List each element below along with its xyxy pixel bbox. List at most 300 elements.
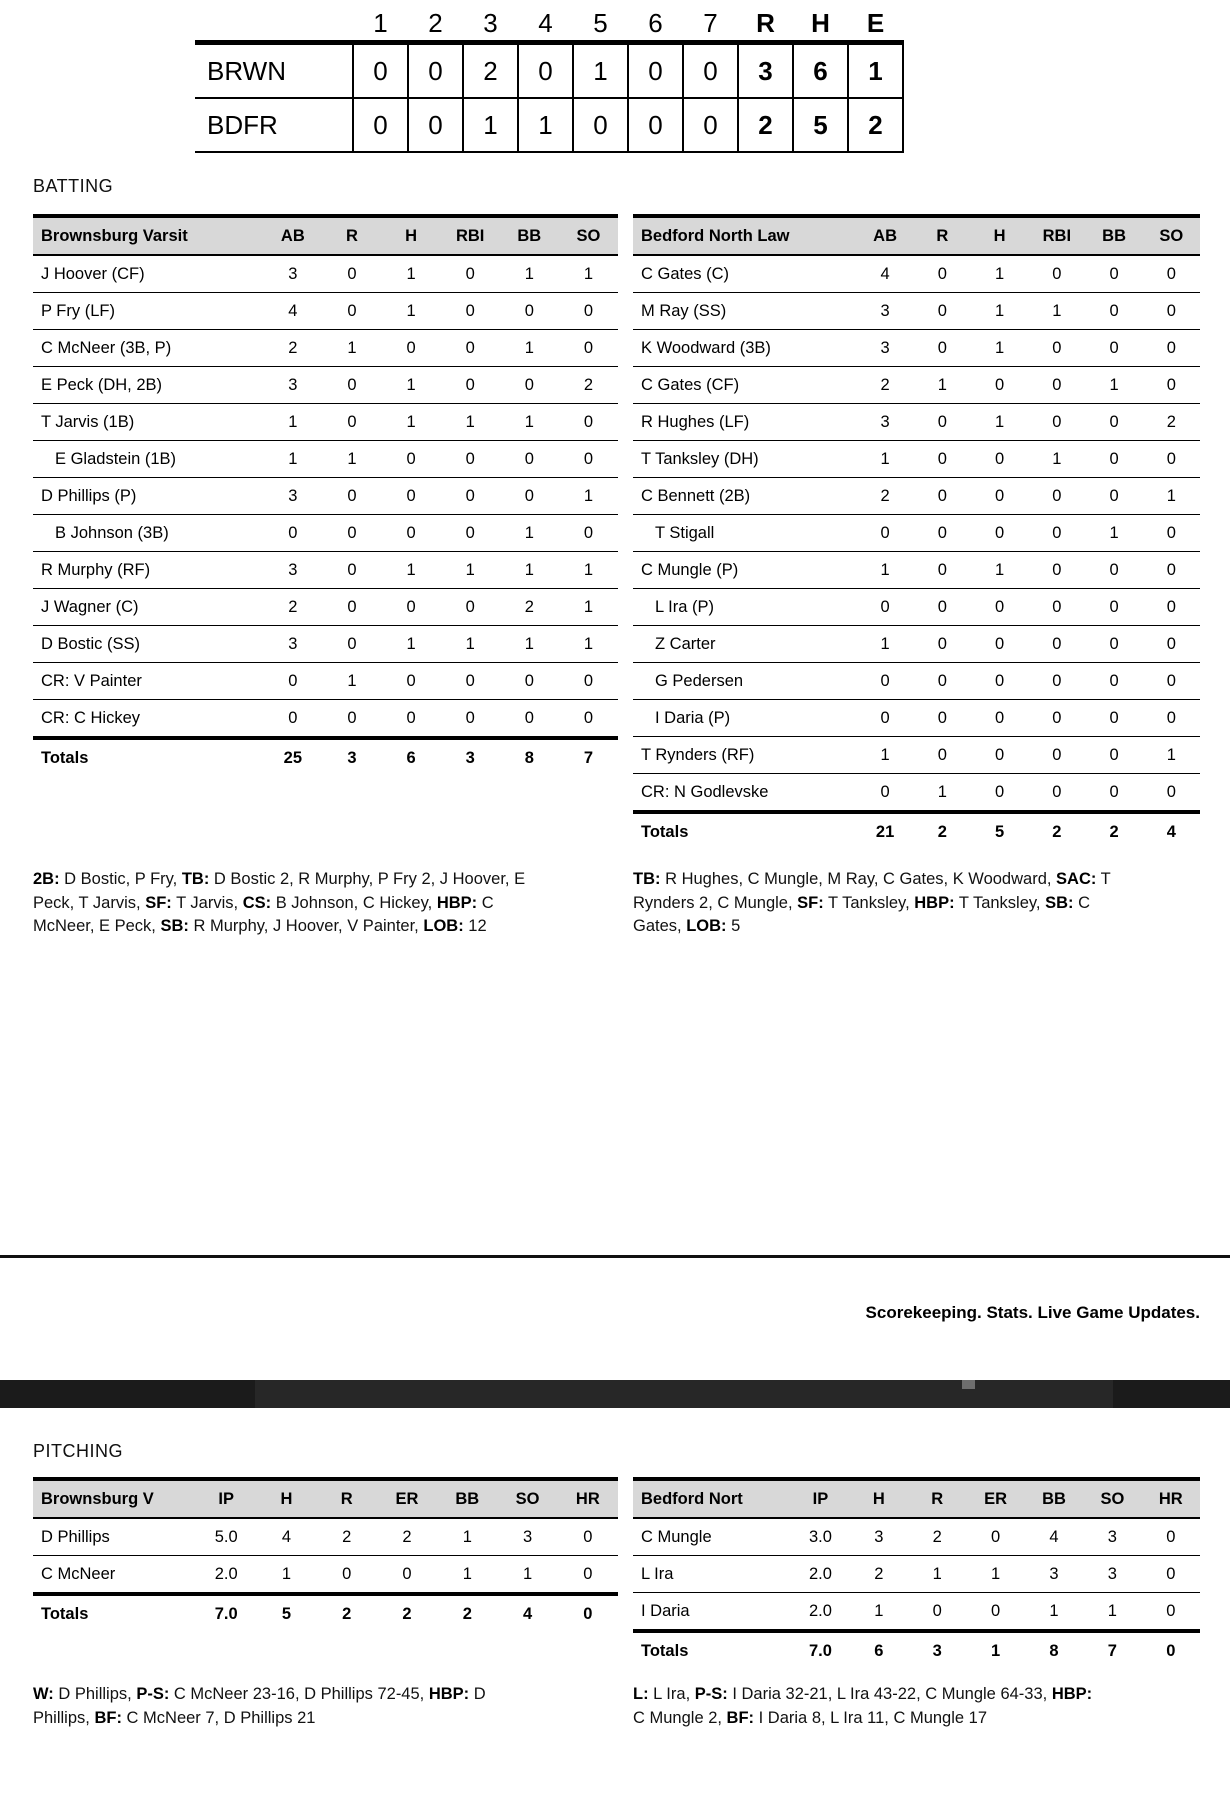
player-row [33,626,618,663]
player-row [33,255,618,293]
player-row [33,404,618,441]
player-row [633,774,1200,813]
stat-value: 0 [1028,700,1085,737]
player-row [33,589,618,626]
player-row [33,441,618,478]
stat-value: 2 [908,1518,966,1556]
stat-value: 0 [1028,367,1085,404]
rhe-value: 2 [738,98,793,152]
stat-value: 1 [971,552,1028,589]
player-row [633,626,1200,663]
totals-row [33,738,618,776]
player-row [633,478,1200,515]
stat-value: 1 [1085,367,1142,404]
stat-value: 0 [1143,515,1200,552]
player-name: Z Carter [633,626,856,663]
stat-value: 0 [914,663,971,700]
player-row [33,663,618,700]
inning-value: 1 [463,98,518,152]
stat-value: 2.0 [791,1593,849,1632]
player-name: E Peck (DH, 2B) [33,367,263,404]
player-name: CR: C Hickey [33,700,263,739]
batting-title: BATTING [33,176,114,196]
stat-value: 0 [441,293,500,330]
stat-value: 0 [856,700,913,737]
stat-value: 0 [500,478,559,515]
stat-value: 1 [322,441,381,478]
team-name-header: Brownsburg V [33,1479,196,1518]
stat-value: 2 [317,1518,377,1556]
stat-value: 1 [256,1556,316,1595]
stat-value: 0 [1143,441,1200,478]
stat-col-H: H [850,1479,908,1518]
player-row [33,552,618,589]
inning-value: 0 [573,98,628,152]
stat-value: 0 [914,404,971,441]
linescore-table [195,6,904,153]
stat-col-RBI: RBI [1028,216,1085,255]
stat-value: 0 [441,515,500,552]
note-text: I Daria 32-21, L Ira 43-22, C Mungle 64-33, [727,1685,1052,1703]
note-label: HBP: [1051,1685,1093,1703]
stat-value: 1 [437,1518,497,1556]
stat-table-header [633,1479,1200,1518]
note-label: 2B: [33,870,60,888]
totals-value: 7.0 [791,1631,849,1669]
stat-value: 1 [500,552,559,589]
stat-value: 0 [914,737,971,774]
totals-row [633,812,1200,850]
stat-value: 0 [500,293,559,330]
linescore-header-row [195,6,903,43]
totals-value: 3 [908,1631,966,1669]
linescore-col-1: 1 [373,7,388,38]
banner-segment-right [1113,1380,1230,1408]
totals-value: 8 [500,738,559,776]
batting-grid [33,214,1200,939]
note-text: T Rynders 2, C Mungle, [633,870,1111,912]
stat-value: 2 [377,1518,437,1556]
pitching-table-home [33,1477,618,1632]
stat-col-R: R [908,1479,966,1518]
player-row [633,737,1200,774]
totals-value: 3 [441,738,500,776]
linescore-col-R: R [756,7,775,38]
player-row [633,255,1200,293]
stat-value: 3 [497,1518,557,1556]
note-label: TB: [633,870,661,888]
stat-value: 1 [1143,737,1200,774]
totals-value: 6 [382,738,441,776]
stat-value: 1 [856,626,913,663]
banner-segment-left [0,1380,255,1408]
player-name: T Rynders (RF) [633,737,856,774]
player-row [633,293,1200,330]
stat-value: 0 [441,589,500,626]
stat-value: 0 [914,255,971,293]
totals-value: 8 [1025,1631,1083,1669]
team-name-header: Brownsburg Varsit [33,216,263,255]
player-row [633,330,1200,367]
stat-value: 1 [382,552,441,589]
stat-value: 0 [1085,589,1142,626]
player-name: I Daria (P) [633,700,856,737]
stat-value: 1 [1028,441,1085,478]
note-label: BF: [726,1708,755,1727]
linescore-team-row [195,98,903,152]
stat-value: 0 [1085,700,1142,737]
stat-table-header [633,216,1200,255]
player-name: C McNeer [33,1556,196,1595]
totals-value: 7.0 [196,1594,256,1632]
totals-value: 2 [377,1594,437,1632]
note-label: SB: [160,917,189,935]
stat-value: 0 [1143,774,1200,813]
stat-value: 1 [500,404,559,441]
stat-value: 0 [1085,626,1142,663]
note-text: 5 [726,917,741,935]
stat-col-BB: BB [1085,216,1142,255]
team-name-header: Bedford North Law [633,216,856,255]
note-text: T Tanksley, [954,893,1046,912]
inning-value: 0 [628,43,683,99]
totals-value: 7 [1083,1631,1141,1669]
stat-value: 0 [914,552,971,589]
batting-notes-away [633,868,1138,939]
stat-header-row [33,216,618,255]
stat-value: 1 [263,441,322,478]
stat-value: 0 [971,367,1028,404]
player-name: C Mungle (P) [633,552,856,589]
stat-value: 2 [559,367,618,404]
stat-value: 4 [256,1518,316,1556]
stat-value: 0 [1143,663,1200,700]
stat-value: 2.0 [196,1556,256,1595]
totals-value: 4 [1143,812,1200,850]
stat-col-IP: IP [196,1479,256,1518]
stat-value: 4 [856,255,913,293]
stat-value: 0 [382,700,441,739]
stat-col-H: H [971,216,1028,255]
stat-value: 0 [322,700,381,739]
stat-value: 1 [971,255,1028,293]
player-row [633,1518,1200,1556]
stat-value: 0 [908,1593,966,1632]
totals-value: 7 [559,738,618,776]
stat-col-AB: AB [856,216,913,255]
stat-value: 2 [1143,404,1200,441]
stat-value: 1 [856,552,913,589]
stat-value: 1 [437,1556,497,1595]
stat-col-RBI: RBI [441,216,500,255]
stat-value: 0 [1085,293,1142,330]
stat-value: 0 [317,1556,377,1595]
stat-value: 0 [1085,737,1142,774]
note-label: SAC: [1056,870,1097,888]
stat-value: 1 [856,441,913,478]
stat-value: 2 [263,330,322,367]
stat-value: 3 [856,293,913,330]
stat-value: 0 [500,663,559,700]
linescore-col-2: 2 [428,7,443,38]
linescore-corner [195,6,353,43]
stat-value: 2.0 [791,1556,849,1593]
pitching-table-away [633,1477,1200,1669]
stat-value: 0 [1143,552,1200,589]
stat-value: 1 [856,737,913,774]
stat-value: 1 [971,330,1028,367]
stat-value: 1 [971,404,1028,441]
stat-value: 1 [1028,293,1085,330]
stat-value: 1 [322,663,381,700]
stat-value: 3 [856,404,913,441]
stat-value: 0 [1143,367,1200,404]
stat-value: 0 [1143,626,1200,663]
stat-value: 1 [382,293,441,330]
totals-value: 2 [914,812,971,850]
stat-col-ER: ER [966,1479,1024,1518]
rhe-value: 3 [738,43,793,99]
stat-value: 2 [500,589,559,626]
pitching-notes-away [633,1683,1095,1730]
note-text: B Johnson, C Hickey, [271,893,437,912]
player-row [33,1556,618,1595]
stat-value: 0 [322,589,381,626]
player-name: R Hughes (LF) [633,404,856,441]
pitching-notes-home [33,1683,495,1730]
note-label: HBP: [428,1685,470,1703]
stat-col-SO: SO [1143,216,1200,255]
stat-value: 0 [971,515,1028,552]
player-row [33,478,618,515]
stat-value: 1 [1143,478,1200,515]
player-name: T Tanksley (DH) [633,441,856,478]
stat-value: 0 [1143,330,1200,367]
stat-value: 0 [914,515,971,552]
stat-value: 2 [856,367,913,404]
linescore-header [195,6,903,43]
stat-value: 0 [558,1556,618,1595]
stat-value: 0 [1142,1593,1200,1632]
stat-value: 1 [850,1593,908,1632]
stat-value: 3 [263,367,322,404]
stat-col-AB: AB [263,216,322,255]
note-label: SB: [1045,893,1074,912]
inning-value: 0 [353,43,408,99]
note-label: L: [633,1685,649,1703]
player-name: D Phillips [33,1518,196,1556]
stat-value: 1 [500,626,559,663]
stat-value: 0 [971,700,1028,737]
totals-value: 2 [437,1594,497,1632]
stat-value: 0 [971,589,1028,626]
stat-col-SO: SO [559,216,618,255]
stat-table-body [633,255,1200,850]
banner-segment-middle [255,1380,1113,1408]
stat-value: 0 [966,1518,1024,1556]
stat-value: 3 [1083,1556,1141,1593]
note-label: TB: [181,870,210,888]
player-row [633,1593,1200,1632]
stat-value: 0 [322,515,381,552]
note-label: P-S: [694,1685,728,1703]
stat-value: 1 [559,478,618,515]
note-text: R Murphy, J Hoover, V Painter, [188,917,424,935]
totals-label: Totals [633,812,856,850]
stat-value: 0 [441,478,500,515]
inning-value: 2 [463,43,518,99]
linescore-col-4: 4 [538,7,553,38]
pitching-title: PITCHING [33,1441,124,1461]
note-label: SF: [145,893,172,912]
stat-value: 2 [850,1556,908,1593]
player-name: D Bostic (SS) [33,626,263,663]
stat-value: 0 [263,515,322,552]
player-name: C Bennett (2B) [633,478,856,515]
rhe-value: 5 [793,98,848,152]
stat-value: 1 [559,589,618,626]
stat-value: 1 [382,404,441,441]
stat-value: 0 [1085,478,1142,515]
stat-value: 0 [1085,255,1142,293]
player-name: P Fry (LF) [33,293,263,330]
linescore-body [195,43,903,153]
stat-value: 0 [1085,404,1142,441]
stat-table-header [33,1479,618,1518]
stat-col-SO: SO [497,1479,557,1518]
totals-value: 2 [317,1594,377,1632]
stat-value: 0 [263,663,322,700]
player-row [633,552,1200,589]
stat-col-R: R [322,216,381,255]
stat-value: 0 [856,663,913,700]
note-text: 12 [463,917,487,935]
stat-col-H: H [382,216,441,255]
stat-value: 0 [441,700,500,739]
stat-value: 0 [1028,478,1085,515]
stat-col-SO: SO [1083,1479,1141,1518]
stat-value: 1 [559,552,618,589]
dark-banner [0,1380,1230,1408]
inning-value: 1 [518,98,573,152]
note-text: L Ira, [648,1685,695,1703]
stat-value: 0 [1142,1518,1200,1556]
stat-value: 0 [322,293,381,330]
stat-value: 1 [559,255,618,293]
player-name: B Johnson (3B) [33,515,263,552]
player-name: L Ira [633,1556,791,1593]
note-label: HBP: [914,893,955,912]
stat-value: 0 [966,1593,1024,1632]
player-row [33,515,618,552]
linescore-col-6: 6 [648,7,663,38]
stat-value: 3 [263,552,322,589]
stat-value: 3 [263,478,322,515]
stat-value: 1 [441,404,500,441]
stat-value: 3 [1083,1518,1141,1556]
stat-value: 0 [971,626,1028,663]
stat-value: 0 [1085,552,1142,589]
note-text: D Phillips, [53,1685,137,1703]
stat-value: 0 [1142,1556,1200,1593]
player-row [633,367,1200,404]
stat-value: 0 [914,700,971,737]
stat-value: 0 [441,663,500,700]
note-text: C Gates, [633,893,1091,935]
stat-col-ER: ER [377,1479,437,1518]
stat-value: 0 [914,626,971,663]
stat-value: 0 [441,367,500,404]
inning-value: 0 [683,43,738,99]
stat-value: 1 [1085,515,1142,552]
linescore-col-E: E [866,7,885,38]
note-text: T Jarvis, [171,893,243,912]
player-row [633,1556,1200,1593]
stat-value: 2 [263,589,322,626]
stat-value: 0 [971,737,1028,774]
totals-value: 5 [971,812,1028,850]
team-abbrev: BDFR [195,98,353,152]
stat-value: 1 [263,404,322,441]
stat-value: 1 [382,255,441,293]
stat-value: 0 [559,293,618,330]
linescore-col-5: 5 [593,7,608,38]
stat-value: 1 [559,626,618,663]
note-label: W: [33,1685,54,1703]
stat-value: 1 [1083,1593,1141,1632]
stat-value: 0 [500,367,559,404]
note-text: D Bostic 2, R Murphy, P Fry 2, J Hoover, E Peck, T Jarvis, [33,870,526,912]
inning-value: 1 [573,43,628,99]
stat-value: 1 [441,552,500,589]
stat-col-BB: BB [500,216,559,255]
stat-value: 0 [1028,255,1085,293]
stat-value: 0 [441,441,500,478]
stat-value: 0 [500,441,559,478]
section-divider [0,1255,1230,1258]
totals-value: 1 [966,1631,1024,1669]
totals-value: 2 [1085,812,1142,850]
stat-value: 0 [914,330,971,367]
stat-value: 1 [500,515,559,552]
stat-col-IP: IP [791,1479,849,1518]
team-abbrev: BRWN [195,43,353,99]
stat-value: 0 [382,515,441,552]
totals-value: 21 [856,812,913,850]
note-text: R Hughes, C Mungle, M Ray, C Gates, K Woodward, [660,870,1057,888]
player-name: T Jarvis (1B) [33,404,263,441]
batting-notes-home [33,868,538,939]
stat-value: 0 [559,663,618,700]
inning-value: 0 [408,98,463,152]
stat-value: 0 [971,774,1028,813]
stat-value: 0 [1028,515,1085,552]
stat-value: 1 [500,330,559,367]
tagline: Scorekeeping. Stats. Live Game Updates. [865,1303,1200,1322]
player-row [33,700,618,739]
player-name: G Pedersen [633,663,856,700]
stat-value: 0 [377,1556,437,1595]
player-name: CR: N Godlevske [633,774,856,813]
totals-row [33,1594,618,1632]
note-label: SF: [797,893,824,912]
stat-col-HR: HR [558,1479,618,1518]
stat-value: 0 [1028,404,1085,441]
stat-value: 0 [1028,737,1085,774]
stat-value: 0 [559,515,618,552]
pitching-section [33,1441,1200,1730]
stat-value: 0 [1028,626,1085,663]
